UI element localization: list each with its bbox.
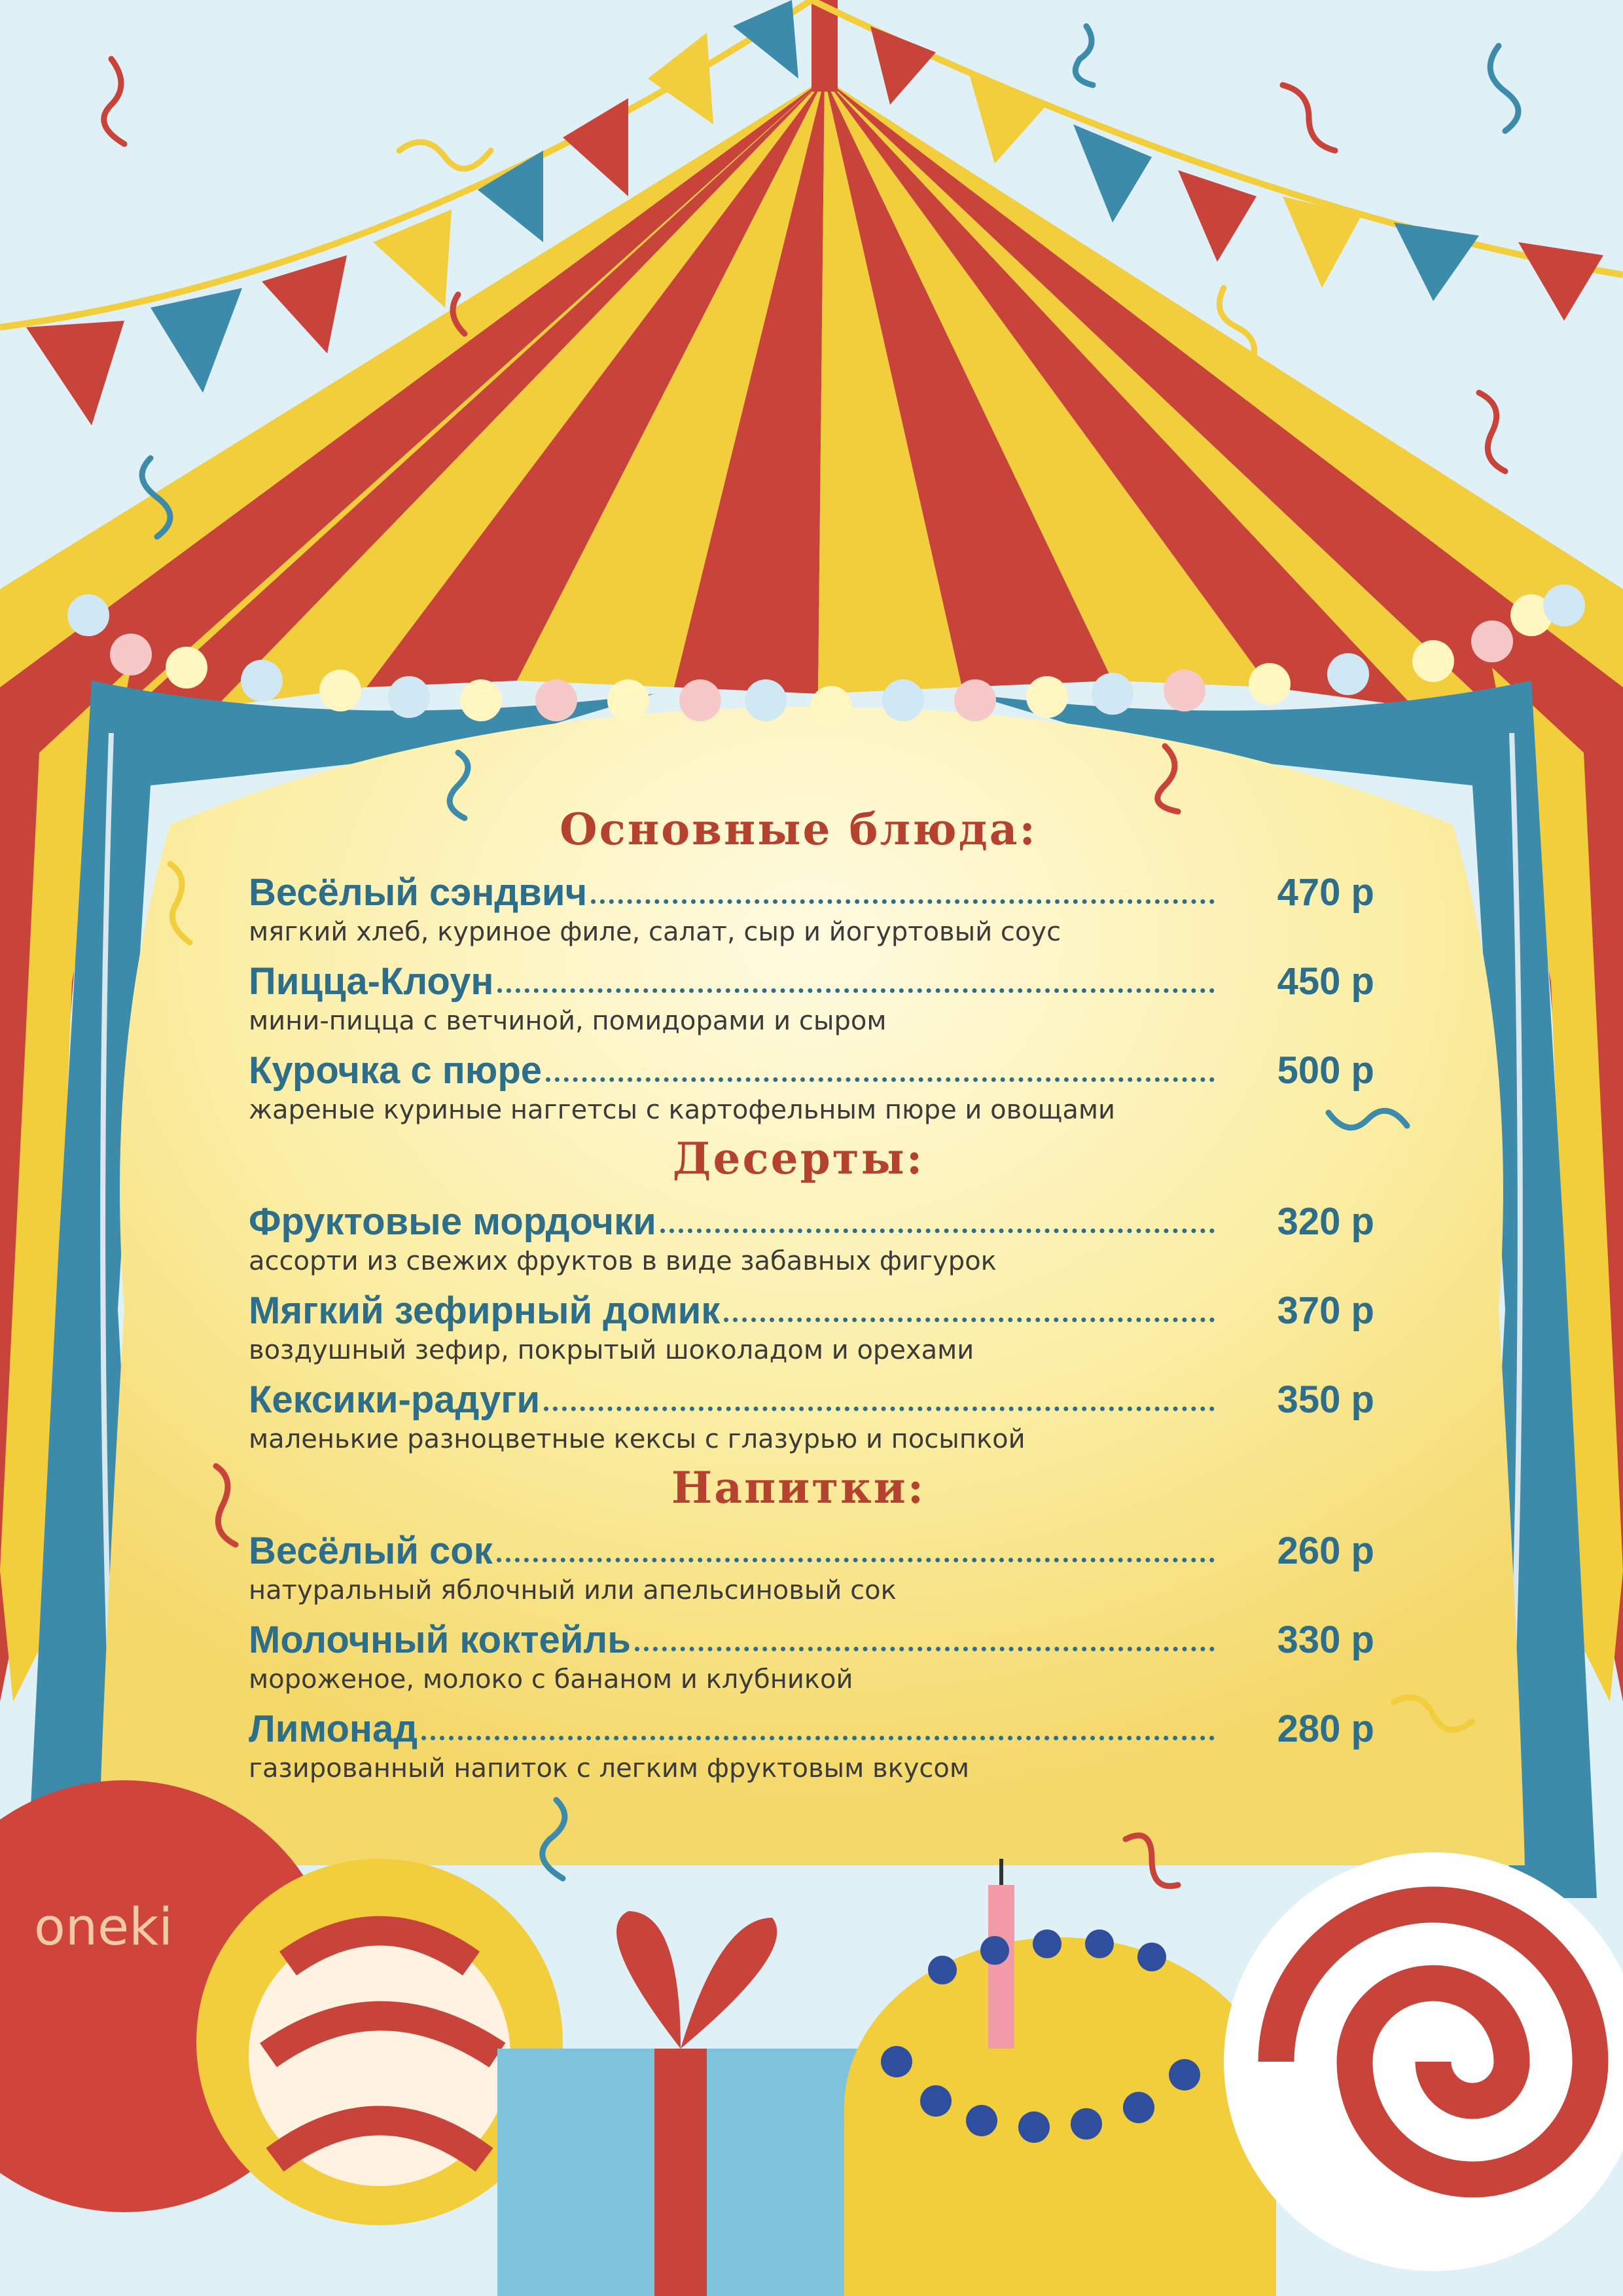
item-price: 350 р <box>1277 1378 1374 1421</box>
menu-item <box>249 861 1374 950</box>
item-price: 450 р <box>1277 960 1374 1003</box>
item-price: 470 р <box>1277 871 1374 914</box>
section-title-main: Основные блюда: <box>560 804 1037 855</box>
item-price: 500 р <box>1277 1049 1374 1092</box>
item-name: Весёлый сок <box>249 1530 493 1572</box>
item-price: 320 р <box>1277 1200 1374 1243</box>
menu <box>249 798 1374 1786</box>
menu-section-desserts <box>249 1128 1374 1457</box>
item-price: 370 р <box>1277 1289 1374 1332</box>
item-price: 260 р <box>1277 1530 1374 1572</box>
item-description: маленькие разноцветные кексы с глазурью и посыпкой <box>249 1424 1026 1454</box>
leader-dots <box>421 1735 1215 1740</box>
item-price: 280 р <box>1277 1708 1374 1750</box>
item-name: Мягкий зефирный домик <box>249 1289 721 1332</box>
leader-dots <box>497 1557 1215 1562</box>
item-description: мороженое, молоко с бананом и клубникой <box>249 1664 853 1695</box>
section-title-drinks: Напитки: <box>671 1462 926 1513</box>
item-name: Курочка с пюре <box>249 1049 542 1092</box>
watermark: oneki <box>34 1898 173 1957</box>
menu-item <box>249 1519 1374 1608</box>
menu-item <box>249 950 1374 1039</box>
leader-dots <box>497 988 1215 993</box>
leader-dots <box>591 899 1215 904</box>
menu-item <box>249 1608 1374 1697</box>
menu-section-drinks <box>249 1457 1374 1786</box>
leader-dots <box>546 1077 1215 1082</box>
leader-dots <box>635 1646 1215 1651</box>
item-description: газированный напиток с легким фруктовым вкусом <box>249 1753 970 1784</box>
leader-dots <box>660 1228 1215 1233</box>
item-name: Лимонад <box>249 1708 418 1750</box>
item-name: Пицца-Клоун <box>249 960 494 1003</box>
menu-item <box>249 1697 1374 1786</box>
menu-section-main <box>249 798 1374 1128</box>
item-description: натуральный яблочный или апельсиновый сок <box>249 1575 897 1605</box>
item-description: мини-пицца с ветчиной, помидорами и сыром <box>249 1006 887 1036</box>
leader-dots <box>724 1317 1215 1322</box>
menu-item <box>249 1039 1374 1128</box>
menu-item <box>249 1190 1374 1279</box>
item-price: 330 р <box>1277 1619 1374 1661</box>
item-name: Молочный коктейль <box>249 1619 631 1661</box>
item-name: Фруктовые мордочки <box>249 1200 656 1243</box>
section-title-desserts: Десерты: <box>672 1133 925 1184</box>
item-name: Кексики-радуги <box>249 1378 541 1421</box>
item-description: ассорти из свежих фруктов в виде забавных фигурок <box>249 1246 997 1276</box>
leader-dots <box>544 1406 1215 1411</box>
item-description: мягкий хлеб, куриное филе, салат, сыр и йогуртовый соус <box>249 917 1061 947</box>
item-description: воздушный зефир, покрытый шоколадом и орехами <box>249 1335 974 1365</box>
item-name: Весёлый сэндвич <box>249 871 588 914</box>
menu-item <box>249 1368 1374 1457</box>
item-description: жареные куриные наггетсы с картофельным пюре и овощами <box>249 1095 1116 1125</box>
menu-item <box>249 1279 1374 1368</box>
